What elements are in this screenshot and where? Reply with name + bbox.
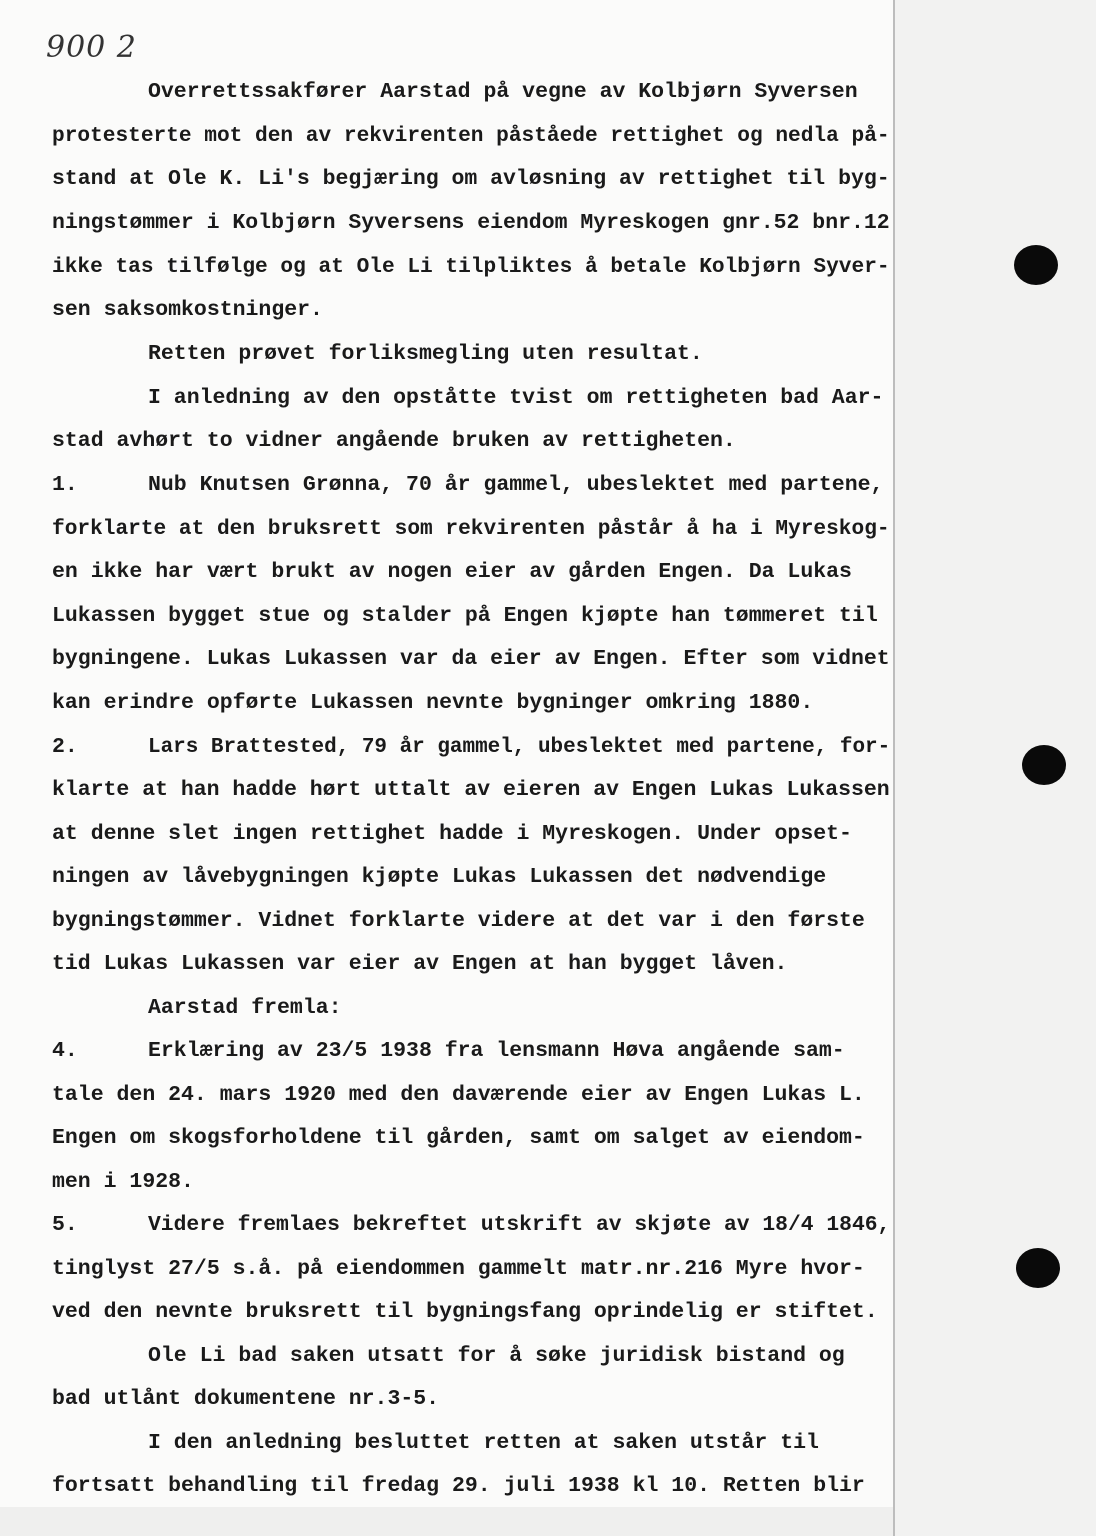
text-line: Videre fremlaes bekreftet utskrift av skjøte av 18/4 1846, bbox=[148, 1213, 891, 1237]
text-line: bygningstømmer. Vidnet forklarte videre at det var i den første bbox=[52, 909, 865, 933]
text-line: Ole Li bad saken utsatt for å søke juridisk bistand og bbox=[148, 1344, 845, 1368]
text-line: Overrettssakfører Aarstad på vegne av Kolbjørn Syversen bbox=[148, 80, 858, 104]
text-line: sen saksomkostninger. bbox=[52, 298, 323, 322]
text-line: Lukassen bygget stue og stalder på Engen kjøpte han tømmeret til bbox=[52, 604, 878, 628]
text-line: Engen om skogsforholdene til gården, samt om salget av eiendom- bbox=[52, 1126, 865, 1150]
text-line: tinglyst 27/5 s.å. på eiendommen gammelt matr.nr.216 Myre hvor- bbox=[52, 1257, 865, 1281]
text-line: Nub Knutsen Grønna, 70 år gammel, ubeslektet med partene, bbox=[148, 473, 884, 497]
text-line: I anledning av den opståtte tvist om rettigheten bad Aar- bbox=[148, 386, 884, 410]
text-line: protesterte mot den av rekvirenten påståede rettighet og nedla på- bbox=[52, 124, 890, 148]
text-line: en ikke har vært brukt av nogen eier av gården Engen. Da Lukas bbox=[52, 560, 852, 584]
item-number: 5. bbox=[52, 1213, 78, 1237]
page-bottom-strip bbox=[0, 1507, 893, 1536]
text-line: ved den nevnte bruksrett til bygningsfang oprindelig er stiftet. bbox=[52, 1300, 878, 1324]
text-line: Retten prøvet forliksmegling uten resultat. bbox=[148, 342, 703, 366]
text-line: ningstømmer i Kolbjørn Syversens eiendom Myreskogen gnr.52 bnr.12 bbox=[52, 211, 890, 235]
item-number: 4. bbox=[52, 1039, 78, 1063]
text-line: tale den 24. mars 1920 med den daværende eier av Engen Lukas L. bbox=[52, 1083, 865, 1107]
text-line: bygningene. Lukas Lukassen var da eier av Engen. Efter som vidnet bbox=[52, 647, 890, 671]
text-line: men i 1928. bbox=[52, 1170, 194, 1194]
text-line: Erklæring av 23/5 1938 fra lensmann Høva angående sam- bbox=[148, 1039, 845, 1063]
text-line: klarte at han hadde hørt uttalt av eieren av Engen Lukas Lukassen bbox=[52, 778, 890, 802]
text-line: I den anledning besluttet retten at saken utstår til bbox=[148, 1431, 819, 1455]
binder-hole bbox=[1014, 245, 1058, 285]
text-line: ningen av låvebygningen kjøpte Lukas Lukassen det nødvendige bbox=[52, 865, 827, 889]
text-line: Aarstad fremla: bbox=[148, 996, 342, 1020]
item-number: 2. bbox=[52, 735, 78, 759]
binder-hole bbox=[1022, 745, 1066, 785]
text-line: stad avhørt to vidner angående bruken av rettigheten. bbox=[52, 429, 736, 453]
text-line: tid Lukas Lukassen var eier av Engen at han bygget låven. bbox=[52, 952, 788, 976]
text-line: stand at Ole K. Li's begjæring om avløsning av rettighet til byg- bbox=[52, 167, 890, 191]
text-line: fortsatt behandling til fredag 29. juli 1938 kl 10. Retten blir bbox=[52, 1474, 865, 1498]
text-line: kan erindre opførte Lukassen nevnte bygninger omkring 1880. bbox=[52, 691, 814, 715]
text-line: forklarte at den bruksrett som rekvirenten påstår å ha i Myreskog- bbox=[52, 517, 890, 541]
text-line: at denne slet ingen rettighet hadde i Myreskogen. Under opset- bbox=[52, 822, 852, 846]
text-line: Lars Brattested, 79 år gammel, ubeslektet med partene, for- bbox=[148, 735, 891, 759]
text-line: ikke tas tilfølge og at Ole Li tilpliktes å betale Kolbjørn Syver- bbox=[52, 255, 890, 279]
folio-number: 900 2 bbox=[46, 30, 137, 65]
binder-hole bbox=[1016, 1248, 1060, 1288]
text-line: bad utlånt dokumentene nr.3-5. bbox=[52, 1387, 440, 1411]
item-number: 1. bbox=[52, 473, 78, 497]
